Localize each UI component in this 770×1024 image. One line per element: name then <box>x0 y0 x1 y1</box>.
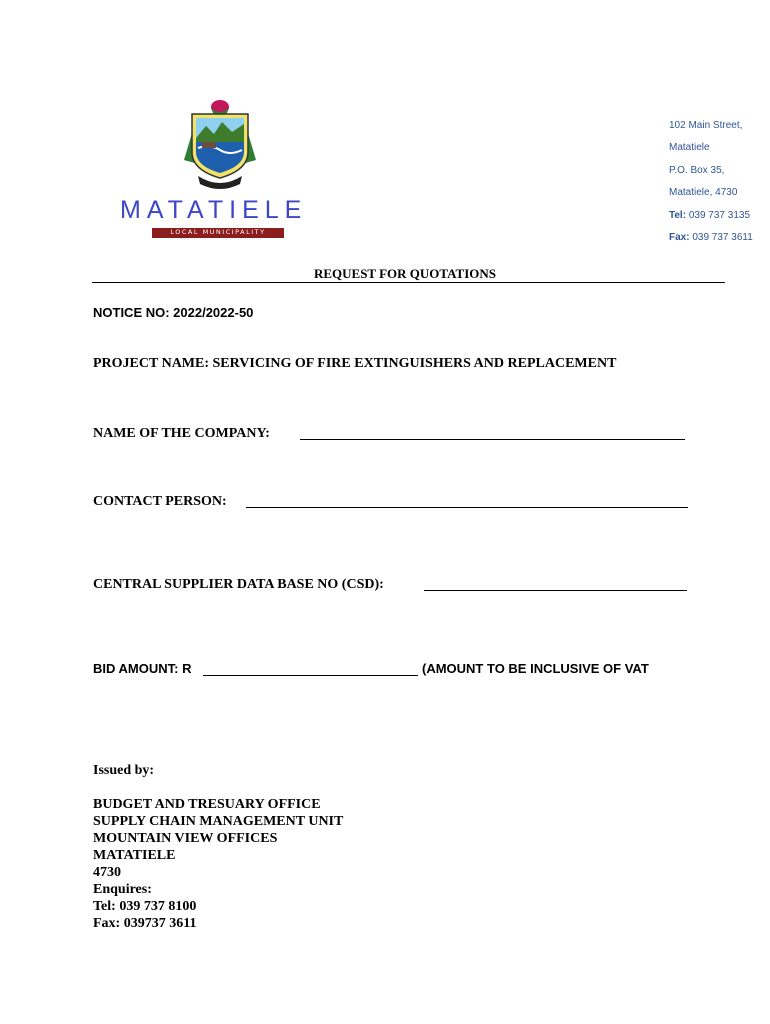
address-fax <box>669 227 769 249</box>
issued-by-block <box>93 796 453 932</box>
enquiries-fax: Fax: 039737 3611 <box>93 916 197 931</box>
address-block <box>669 115 769 249</box>
municipal-crest <box>180 98 260 190</box>
company-name-line[interactable] <box>300 439 685 440</box>
project-name: PROJECT NAME: SERVICING OF FIRE EXTINGUISHERS AND REPLACEMENT <box>93 356 617 371</box>
municipality-name: MATATIELE <box>120 196 308 224</box>
issuer-building: MOUNTAIN VIEW OFFICES <box>93 831 278 846</box>
bid-amount-note: (AMOUNT TO BE INCLUSIVE OF VAT <box>422 661 649 676</box>
issued-by-heading: Issued by: <box>93 763 155 778</box>
tel-number: 039 737 3135 <box>688 209 750 221</box>
address-tel <box>669 205 769 227</box>
document-title: REQUEST FOR QUOTATIONS <box>313 266 497 281</box>
contact-person-line[interactable] <box>246 507 688 508</box>
address-po-box: P.O. Box 35, <box>669 164 725 176</box>
company-name-label: NAME OF THE COMPANY: <box>93 426 270 441</box>
address-postal: Matatiele, 4730 <box>669 187 738 199</box>
local-municipality-banner: LOCAL MUNICIPALITY <box>152 228 284 238</box>
address-street: 102 Main Street, <box>669 120 743 131</box>
issuer-office: BUDGET AND TRESUARY OFFICE <box>93 797 321 812</box>
bid-amount-line[interactable] <box>203 675 418 676</box>
contact-person-label: CONTACT PERSON: <box>93 494 227 509</box>
bid-amount-label: BID AMOUNT: R <box>93 661 192 676</box>
title-divider <box>92 282 725 283</box>
enquiries-label: Enquires: <box>93 882 152 897</box>
issuer-unit: SUPPLY CHAIN MANAGEMENT UNIT <box>93 814 344 829</box>
fax-label: Fax: <box>669 232 690 244</box>
address-town: Matatiele <box>669 142 710 154</box>
csd-label: CENTRAL SUPPLIER DATA BASE NO (CSD): <box>93 577 384 592</box>
tel-label: Tel: <box>669 209 687 221</box>
enquiries-tel: Tel: 039 737 8100 <box>93 899 197 914</box>
issuer-postal-code: 4730 <box>93 865 121 880</box>
issuer-town: MATATIELE <box>93 848 176 863</box>
fax-number: 039 737 3611 <box>692 232 753 244</box>
notice-number: NOTICE NO: 2022/2022-50 <box>93 305 254 320</box>
csd-line[interactable] <box>424 590 687 591</box>
